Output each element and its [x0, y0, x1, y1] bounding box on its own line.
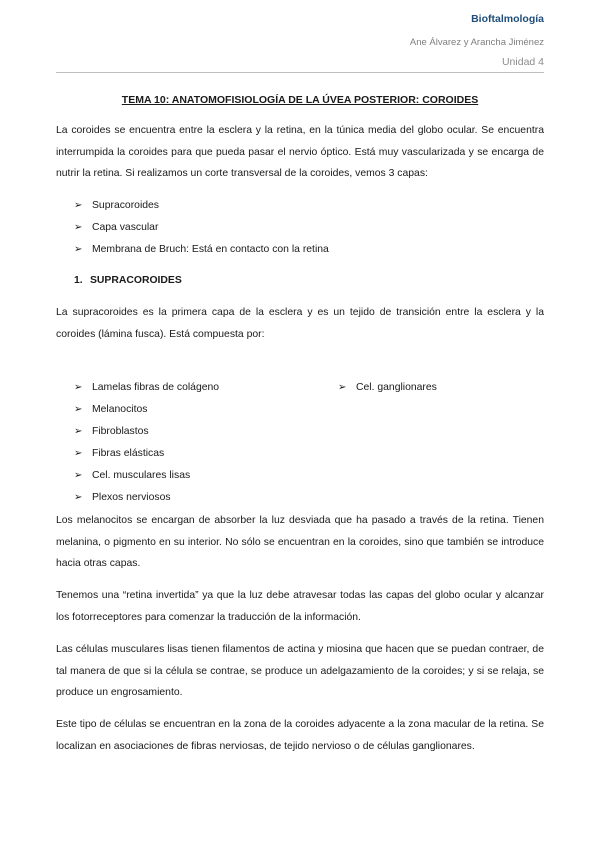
- list-item: [74, 469, 190, 483]
- list-item-label: Plexos nerviosos: [92, 492, 171, 503]
- arrow-bullet-icon: ➢: [74, 200, 83, 211]
- arrow-bullet-icon: ➢: [338, 382, 347, 393]
- list-item-label: Capa vascular: [92, 222, 159, 233]
- list-item: [74, 491, 171, 505]
- arrow-bullet-icon: ➢: [74, 382, 83, 393]
- list-item: [74, 403, 147, 417]
- header-authors: Ane Álvarez y Arancha Jiménez: [409, 37, 544, 48]
- zona-paragraph: Este tipo de células se encuentran en la zona de la coroides adyacente a la zona macular de la retina. Se localizan en asociaciones de fibras nerviosas, de tejido nervioso o de células ganglionares.: [56, 719, 544, 752]
- list-item: [74, 221, 158, 235]
- melanocitos-paragraph: Los melanocitos se encargan de absorber la luz desviada que ha pasado a través de la retina. Tienen melanina, o pigmento en su interior. No sólo se encuentran en la coroides, sino que también se introduce hacia otras capas.: [56, 515, 544, 570]
- arrow-bullet-icon: ➢: [74, 404, 83, 415]
- list-item-label: Membrana de Bruch: Está en contacto con la retina: [92, 244, 329, 255]
- arrow-bullet-icon: ➢: [74, 492, 83, 503]
- arrow-bullet-icon: ➢: [74, 470, 83, 481]
- list-item: [338, 381, 437, 395]
- header-course: Bioftalmología: [471, 13, 544, 25]
- arrow-bullet-icon: ➢: [74, 244, 83, 255]
- arrow-bullet-icon: ➢: [74, 448, 83, 459]
- list-item-label: Cel. ganglionares: [356, 382, 437, 393]
- section-title: SUPRACOROIDES: [90, 275, 182, 286]
- supracoroides-paragraph: La supracoroides es la primera capa de la esclera y es un tejido de transición entre la esclera y la coroides (lámina fusca). Está compuesta por:: [56, 307, 544, 340]
- musculares-paragraph: Las células musculares lisas tienen filamentos de actina y miosina que hacen que se puedan contraer, de tal manera de que si la célula se contrae, se produce un adelgazamiento de la coroides; y si se relaja, se produce un engrosamiento.: [56, 644, 544, 699]
- list-item-label: Supracoroides: [92, 200, 160, 211]
- intro-paragraph: La coroides se encuentra entre la esclera y la retina, en la túnica media del globo ocular. Se encuentra interrumpida la coroides para que pueda pasar el nervio óptico. Está muy vascularizada y se encarga de nutrir la retina. Si realizamos un corte transversal de la coroides, vemos 3 capas:: [56, 125, 544, 180]
- page-title: TEMA 10: ANATOMOFISIOLOGÍA DE LA ÚVEA POSTERIOR: COROIDES: [121, 94, 479, 106]
- arrow-bullet-icon: ➢: [74, 426, 83, 437]
- arrow-bullet-icon: ➢: [74, 222, 83, 233]
- section-number: 1.: [74, 275, 83, 286]
- list-item: [74, 243, 329, 257]
- list-item-label: Fibras elásticas: [92, 448, 165, 459]
- list-item: [74, 425, 149, 439]
- retina-paragraph: Tenemos una “retina invertida” ya que la luz debe atravesar todas las capas del globo ocular y alcanzar los fotorreceptores para comenzar la traducción de la información.: [56, 590, 544, 623]
- list-item-label: Melanocitos: [92, 404, 148, 415]
- list-item: [74, 199, 159, 213]
- list-item-label: Lamelas fibras de colágeno: [92, 382, 220, 393]
- list-item-label: Cel. musculares lisas: [92, 470, 191, 481]
- list-item: [74, 381, 219, 395]
- list-item: [74, 447, 164, 461]
- section-heading: [74, 275, 182, 286]
- header-divider: [56, 72, 544, 73]
- header-unit: Unidad 4: [501, 56, 544, 68]
- list-item-label: Fibroblastos: [92, 426, 149, 437]
